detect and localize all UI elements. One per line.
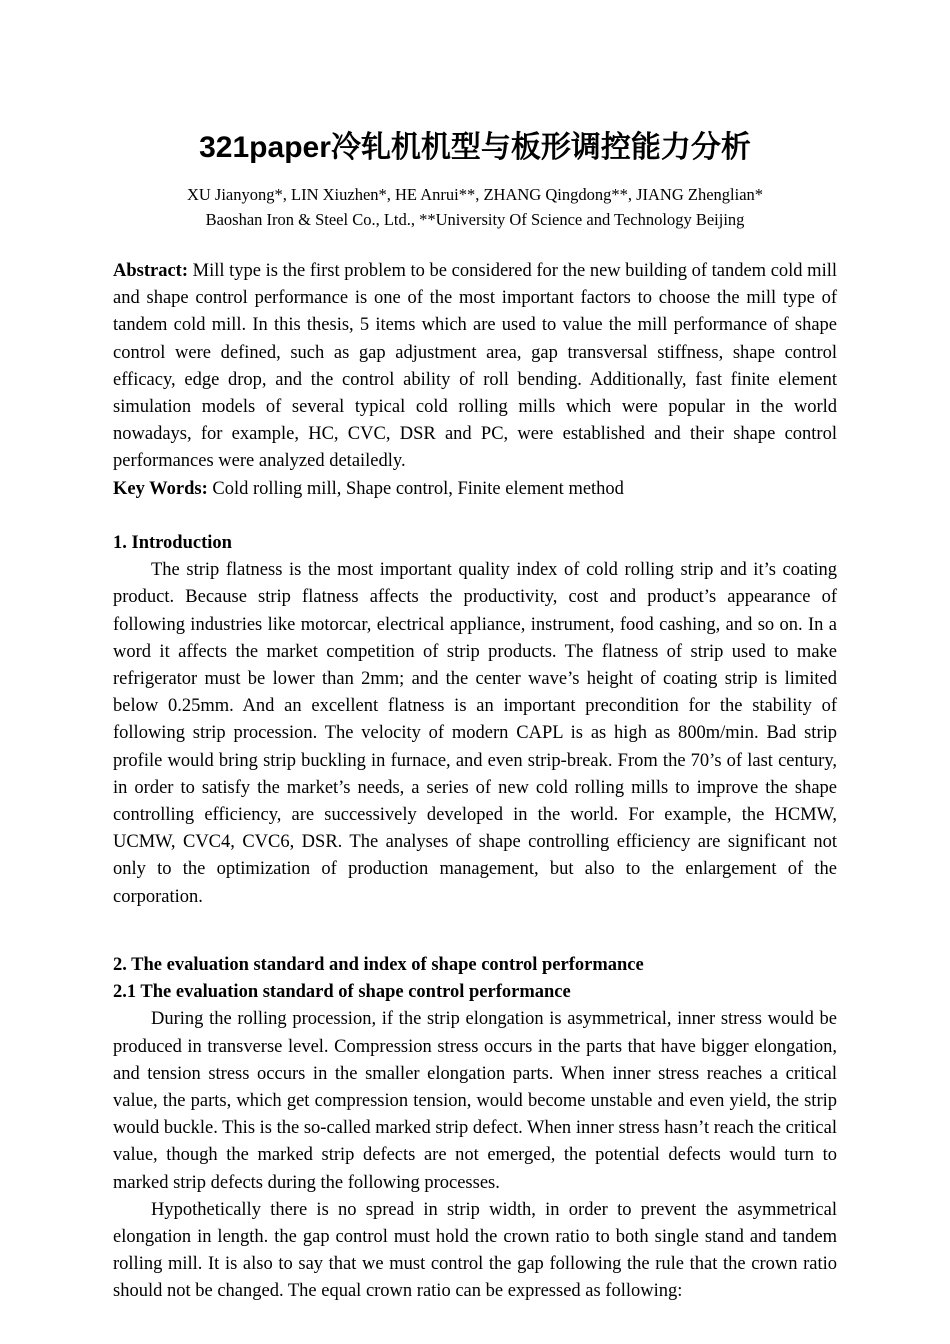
spacer-before-section-2 xyxy=(113,911,837,938)
keywords-paragraph xyxy=(113,476,837,503)
abstract-body: Mill type is the first problem to be considered for the new building of tandem cold mill and shape control performance is one of the most important factors to choose the mill type of tandem cold mill. In this thesis, 5 items which are used to value the mill performance of shape control were defined, such as gap adjustment area, gap transversal stiffness, shape control efficacy, edge drop, and the control ability of roll bending. Additionally, fast finite element simulation models of several typical cold rolling mills which were popular in the world nowadays, for example, HC, CVC, DSR and PC, were established and their shape control performances were analyzed detailedly. xyxy=(113,261,837,472)
abstract-label: Abstract: xyxy=(113,261,189,281)
page-title xyxy=(113,128,837,168)
section-2-paragraph-1: During the rolling procession, if the strip elongation is asymmetrical, inner stress would be produced in transverse level. Compression stress occurs in the parts that have bigger elongation, and tension stress occurs in the smaller elongation parts. When inner stress reaches a critical value, the parts, which get compression tension, would become unstable and even yield, the strip would buckle. This is the so-called marked strip defect. When inner stress hasn’t reach the critical value, though the marked strip defects are not emerged, the potential defects would turn to marked strip defects during the following processes. xyxy=(113,1009,837,1193)
keywords-body: Cold rolling mill, Shape control, Finite element method xyxy=(207,478,624,499)
section-heading-2: 2. The evaluation standard and index of shape control performance xyxy=(113,955,644,976)
spacer-before-section-2-extra xyxy=(113,938,837,952)
section-2-paragraph-2: Hypothetically there is no spread in strip width, in order to prevent the asymmetrical elongation in length. the gap control must hold the crown ratio to both single stand and tandem rolling mill. It is also to say that we must control the gap following the rule that the crown ratio should not be changed. The equal crown ratio can be expressed as following: xyxy=(113,1199,837,1302)
section-subheading-2-1: 2.1 The evaluation standard of shape control performance xyxy=(113,982,571,1003)
spacer-after-affiliation xyxy=(113,232,837,258)
abstract-paragraph xyxy=(113,258,837,476)
keywords-label: Key Words: xyxy=(113,478,208,499)
author-list: XU Jianyong*, LIN Xiuzhen*, HE Anrui**, ZHANG Qingdong**, JIANG Zhenglian* xyxy=(186,185,764,204)
section-heading-1: 1. Introduction xyxy=(113,533,232,554)
affiliation-line: Baoshan Iron & Steel Co., Ltd., **University Of Science and Technology Beijing xyxy=(205,210,745,229)
section-1-paragraph-1: The strip flatness is the most important quality index of cold rolling strip and it’s coating product. Because strip flatness affects the productivity, cost and product’s appearance of following industries like motorcar, electrical appliance, instrument, food cashing, and so on. In a word it affects the market competition of strip products. The flatness of strip used to make refrigerator must be lower than 2mm; and the center wave’s height of coating strip is limited below 0.25mm. And an excellent flatness is an important precondition for the stability of following strip procession. The velocity of modern CAPL is as high as 800m/min. Bad strip profile would bring strip buckling in furnace, and even strip-break. From the 70’s of last century, in order to satisfy the market’s needs, a series of new cold rolling mills to improve the shape controlling efficiency, are successively developed in the world. For example, the HCMW, UCMW, CVC4, CVC6, DSR. The analyses of shape controlling efficiency are significant not only to the optimization of production management, but also to the enlargement of the corporation. xyxy=(113,560,837,907)
spacer-before-section-1 xyxy=(113,503,837,530)
page-title-text: 321paper冷轧机机型与板形调控能力分析 xyxy=(199,131,751,164)
